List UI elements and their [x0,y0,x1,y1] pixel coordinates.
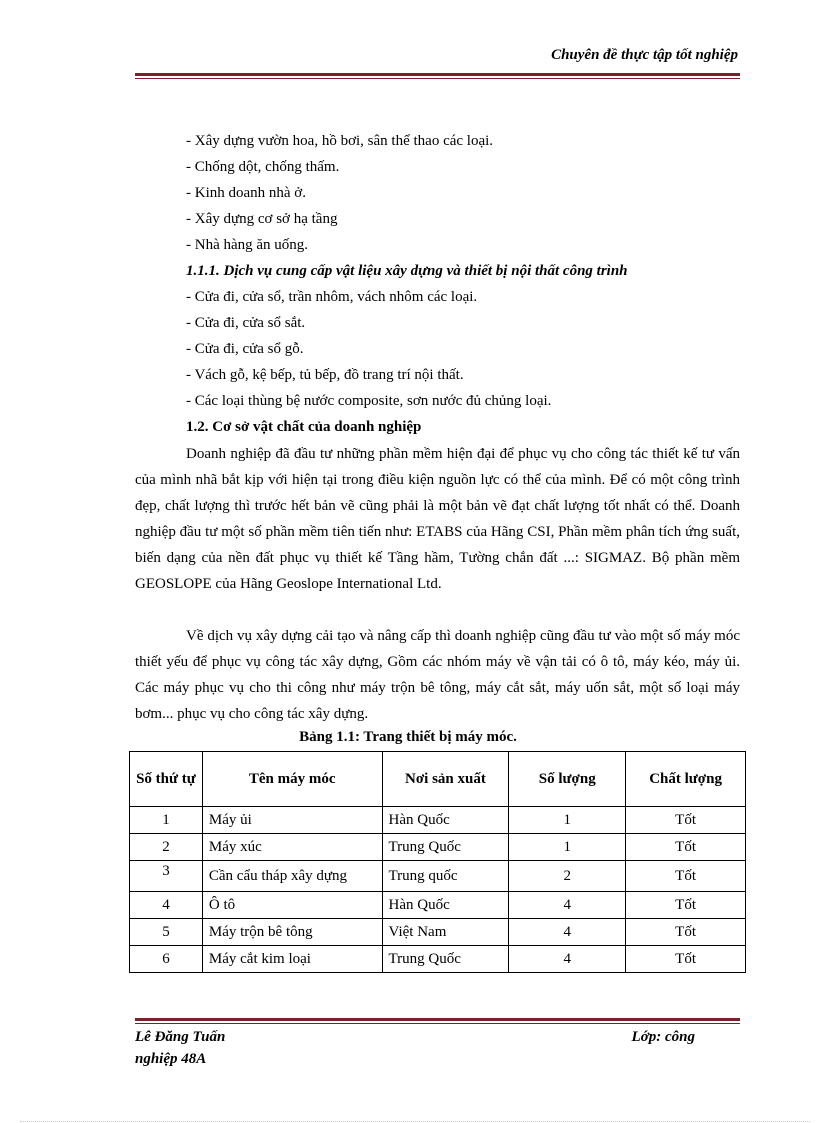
table-cell: Máy xúc [202,834,382,861]
table-row [130,892,746,919]
footer-author: Lê Đăng Tuấn [135,1029,226,1045]
table-cell: Việt Nam [382,919,509,946]
table-cell: Trung Quốc [382,946,509,973]
column-header: Nơi sản xuất [382,752,509,807]
table-cell: Hàn Quốc [382,892,509,919]
table-row [130,861,746,892]
table-cell: Trung Quốc [382,834,509,861]
header-rule-thin [135,78,740,79]
table-cell: Máy trộn bê tông [202,919,382,946]
table-cell: 3 [130,861,203,892]
list-item: - Xây dựng vườn hoa, hồ bơi, sân thể thao các loại. [186,133,494,149]
list-item: - Cửa đi, cửa sổ sắt. [186,315,306,331]
table-cell: Máy cắt kim loại [202,946,382,973]
table-cell: 6 [130,946,203,973]
table-cell: Trung quốc [382,861,509,892]
paragraph-software: Doanh nghiệp đã đầu tư những phần mềm hiện đại để phục vụ cho công tác thiết kế tư vấn của mình nhã bắt kịp với hiện tại trong điều kiện nguồn lực có thể của mình. Để có một công trình đẹp, chất lượng thì trước hết bản vẽ cũng phải là một bản vẽ đạt chất lượng tốt nhất có thể. Doanh nghiệp đầu tư một số phần mềm tiên tiến như: ETABS của Hãng CSI, Phần mềm phân tích ứng suất, biến dạng của nền đất phục vụ thiết kế Tầng hầm, Tường chắn đất ...: SIGMAZ. Bộ phần mềm GEOSLOPE của Hãng Geoslope International Ltd. [135,446,740,592]
table-row [130,834,746,861]
footer [135,1026,695,1070]
column-header: Tên máy móc [202,752,382,807]
table-cell: Tốt [626,834,746,861]
section-heading-12: 1.2. Cơ sở vật chất của doanh nghiệp [186,419,422,435]
table-cell: 2 [509,861,626,892]
table-cell: 2 [130,834,203,861]
list-item: - Các loại thùng bệ nước composite, sơn nước đủ chủng loại. [186,393,552,409]
list-item: - Chống dột, chống thấm. [186,159,340,175]
table-row [130,807,746,834]
table-row [130,919,746,946]
header-rule [135,73,740,76]
footer-class: Lớp: công [631,1029,695,1045]
table-cell: 4 [509,946,626,973]
list-item: - Vách gỗ, kệ bếp, tủ bếp, đồ trang trí nội thất. [186,367,464,383]
table-cell: Ô tô [202,892,382,919]
page-edge [20,1121,810,1122]
footer-class-cont: nghiệp 48A [135,1051,207,1067]
table-cell: Tốt [626,919,746,946]
list-item: - Kinh doanh nhà ở. [186,185,306,201]
table-cell: Máy ủi [202,807,382,834]
table-caption: Bảng 1.1: Trang thiết bị máy móc. [299,729,517,745]
header-title: Chuyên đề thực tập tốt nghiệp [551,47,738,63]
section-heading-111: 1.1.1. Dịch vụ cung cấp vật liệu xây dựng và thiết bị nội thất công trình [186,263,628,279]
table-header-row [130,752,746,807]
table-cell: 4 [130,892,203,919]
column-header: Số thứ tự [130,752,203,807]
table-cell: 1 [509,834,626,861]
footer-rule [135,1018,740,1021]
table-cell: Tốt [626,946,746,973]
table-cell: 1 [130,807,203,834]
table-cell: 4 [509,892,626,919]
table-cell: Tốt [626,861,746,892]
list-item: - Cửa đi, cửa sổ, trần nhôm, vách nhôm các loại. [186,289,478,305]
column-header: Chất lượng [626,752,746,807]
table-cell: 1 [509,807,626,834]
list-item: - Xây dựng cơ sở hạ tầng [186,211,338,227]
table-cell: Tốt [626,807,746,834]
footer-rule-thin [135,1023,740,1024]
table-cell: 4 [509,919,626,946]
table-row [130,946,746,973]
paragraph-machinery: Về dịch vụ xây dựng cải tạo và nâng cấp thì doanh nghiệp cũng đầu tư vào một số máy móc thiết yếu để phục vụ công tác xây dựng, Gồm các nhóm máy về vận tải có ô tô, máy kéo, máy ủi. Các máy phục vụ cho thi công như máy trộn bê tông, máy cắt sắt, máy uốn sắt, một số loại máy bơm... phục vụ cho công tác xây dựng. [135,628,740,722]
table-cell: 5 [130,919,203,946]
list-item: - Nhà hàng ăn uống. [186,237,309,253]
column-header: Số lượng [509,752,626,807]
table-cell: Cần cẩu tháp xây dựng [202,861,382,892]
table-cell: Tốt [626,892,746,919]
table-cell: Hàn Quốc [382,807,509,834]
list-item: - Cửa đi, cửa sổ gỗ. [186,341,304,357]
equipment-table [129,751,746,973]
